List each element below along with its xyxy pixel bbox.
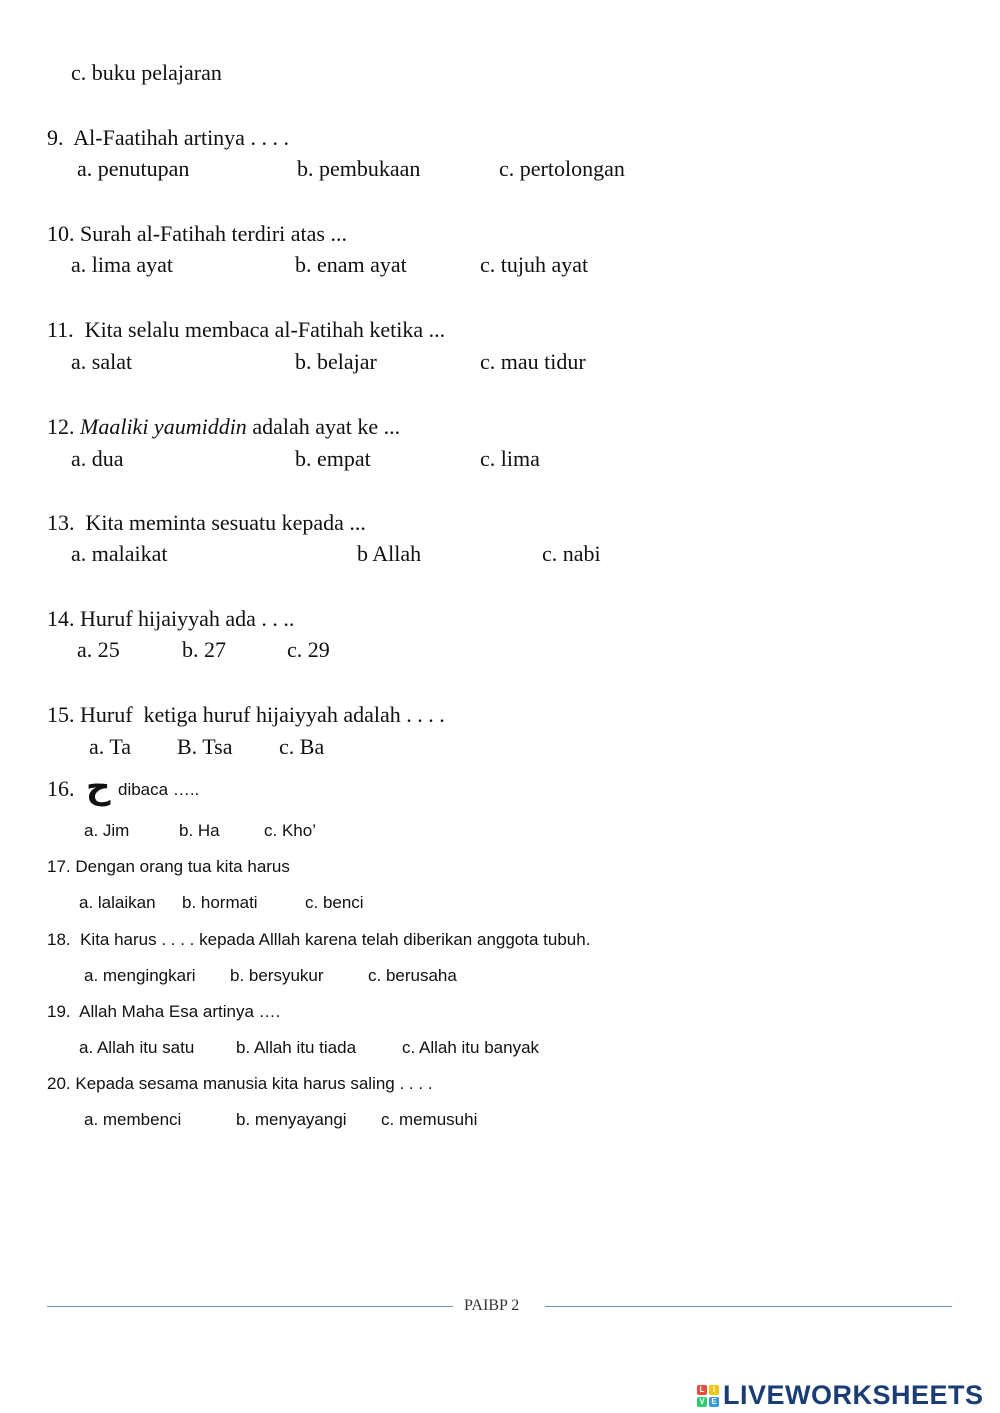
logo-mark-icon <box>697 1385 719 1407</box>
q14-option-c[interactable]: c. 29 <box>287 637 330 662</box>
q13-option-c[interactable]: c. nabi <box>542 541 601 566</box>
logo-letter-v: V <box>697 1397 707 1407</box>
q11-option-a[interactable]: a. salat <box>71 349 133 374</box>
q18-option-a[interactable]: a. mengingkari <box>84 966 196 985</box>
question-10: 10. Surah al-Fatihah terdiri atas ... <box>47 221 347 246</box>
question-17: 17. Dengan orang tua kita harus <box>47 857 290 876</box>
footer-rule-right <box>545 1306 952 1307</box>
logo-text: LIVEWORKSHEETS <box>723 1380 984 1410</box>
question-16-text: dibaca ….. <box>118 780 200 799</box>
q18-option-c[interactable]: c. berusaha <box>368 966 457 985</box>
q20-option-b[interactable]: b. menyayangi <box>236 1110 347 1129</box>
footer-rule-left <box>47 1306 453 1307</box>
q20-option-a[interactable]: a. membenci <box>84 1110 182 1129</box>
q9-option-b[interactable]: b. pembukaan <box>297 156 421 181</box>
q14-option-a[interactable]: a. 25 <box>77 637 120 662</box>
q17-option-b[interactable]: b. hormati <box>182 893 258 912</box>
q10-option-b[interactable]: b. enam ayat <box>295 252 407 277</box>
question-14: 14. Huruf hijaiyyah ada . . .. <box>47 606 295 631</box>
question-11: 11. Kita selalu membaca al-Fatihah ketika ... <box>47 317 446 342</box>
q12-option-c[interactable]: c. lima <box>480 446 540 471</box>
q11-option-b[interactable]: b. belajar <box>295 349 377 374</box>
page-footer-label: PAIBP 2 <box>464 1297 520 1314</box>
q15-option-a[interactable]: a. Ta <box>89 734 132 759</box>
question-12-rest: adalah ayat ke ... <box>252 414 401 439</box>
question-18: 18. Kita harus . . . . kepada Alllah karena telah diberikan anggota tubuh. <box>47 930 591 949</box>
q18-option-b[interactable]: b. bersyukur <box>230 966 324 985</box>
question-12-ayat: Maaliki yaumiddin <box>80 414 247 439</box>
q17-option-c[interactable]: c. benci <box>305 893 364 912</box>
q19-option-c[interactable]: c. Allah itu banyak <box>402 1038 540 1057</box>
question-9: 9. Al-Faatihah artinya . . . . <box>47 125 289 150</box>
q12-option-a[interactable]: a. dua <box>71 446 124 471</box>
question-13: 13. Kita meminta sesuatu kepada ... <box>47 510 366 535</box>
logo-letter-i: I <box>709 1385 719 1395</box>
q16-option-b[interactable]: b. Ha <box>179 821 220 840</box>
question-20: 20. Kepada sesama manusia kita harus saling . . . . <box>47 1074 433 1093</box>
q10-option-c[interactable]: c. tujuh ayat <box>480 252 589 277</box>
q15-option-c[interactable]: c. Ba <box>279 734 325 759</box>
q9-option-a[interactable]: a. penutupan <box>77 156 190 181</box>
q12-option-b[interactable]: b. empat <box>295 446 371 471</box>
q10-option-a[interactable]: a. lima ayat <box>71 252 174 277</box>
q17-option-a[interactable]: a. lalaikan <box>79 893 156 912</box>
logo-letter-e: E <box>709 1397 719 1407</box>
q13-option-a[interactable]: a. malaikat <box>71 541 168 566</box>
q14-option-b[interactable]: b. 27 <box>182 637 226 662</box>
question-19: 19. Allah Maha Esa artinya …. <box>47 1002 281 1021</box>
q19-option-b[interactable]: b. Allah itu tiada <box>236 1038 357 1057</box>
q11-option-c[interactable]: c. mau tidur <box>480 349 586 374</box>
question-15: 15. Huruf ketiga huruf hijaiyyah adalah . . . . <box>47 702 445 727</box>
q16-option-c[interactable]: c. Kho’ <box>264 821 316 840</box>
q9-option-c[interactable]: c. pertolongan <box>499 156 625 181</box>
option-c-q8: c. buku pelajaran <box>71 60 222 85</box>
question-12-number: 12. <box>47 414 75 439</box>
question-16-number: 16. <box>47 776 75 801</box>
arabic-letter-ha: ح <box>86 767 111 807</box>
q20-option-c[interactable]: c. memusuhi <box>381 1110 478 1129</box>
liveworksheets-logo[interactable] <box>697 1380 984 1411</box>
logo-letter-l: L <box>697 1385 707 1395</box>
q16-option-a[interactable]: a. Jim <box>84 821 130 840</box>
q13-option-b[interactable]: b Allah <box>357 541 422 566</box>
q15-option-b[interactable]: B. Tsa <box>177 734 233 759</box>
q19-option-a[interactable]: a. Allah itu satu <box>79 1038 195 1057</box>
question-12 <box>47 416 400 438</box>
